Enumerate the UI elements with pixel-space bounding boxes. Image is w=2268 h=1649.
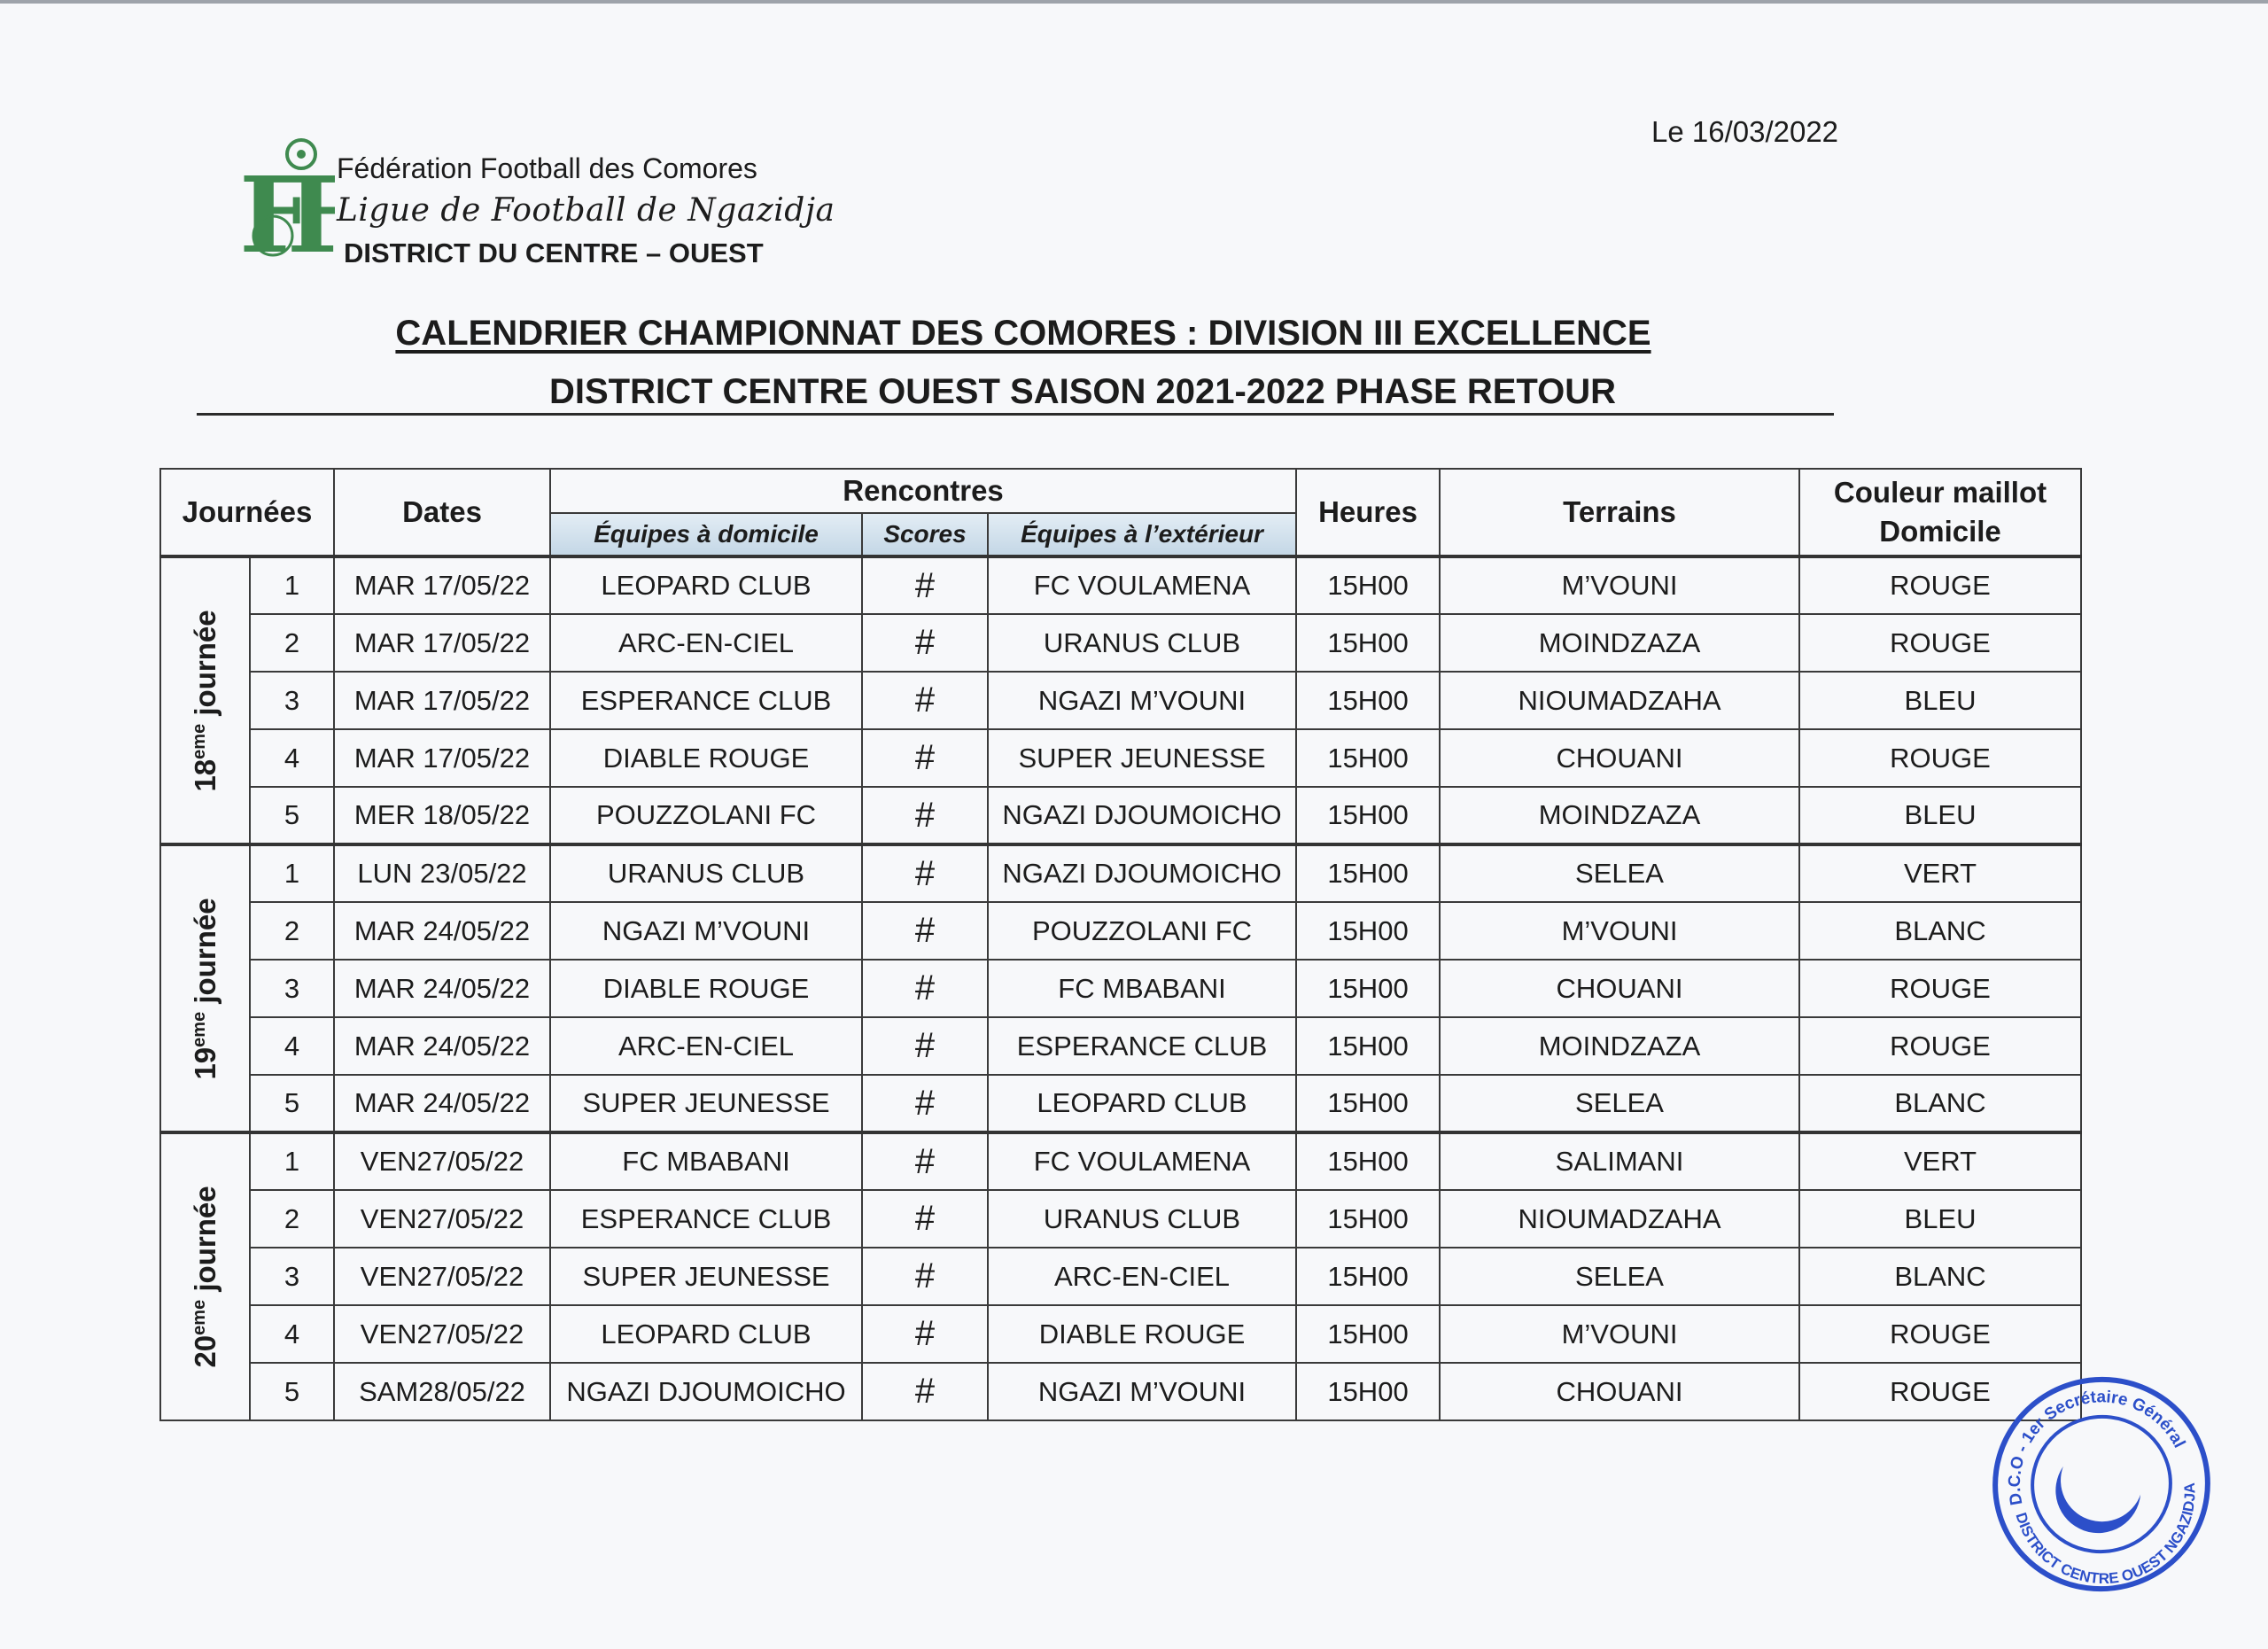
- header-home-teams: Équipes à domicile: [550, 513, 862, 556]
- score: #: [862, 1363, 988, 1420]
- match-date: MAR 17/05/22: [334, 729, 550, 787]
- kickoff-time: 15H00: [1296, 844, 1440, 902]
- home-kit-color: VERT: [1799, 844, 2081, 902]
- away-team: ARC-EN-CIEL: [988, 1248, 1296, 1305]
- score: #: [862, 672, 988, 729]
- matchday-suffix: eme: [189, 723, 209, 759]
- table-row: [160, 1190, 2081, 1248]
- away-team: POUZZOLANI FC: [988, 902, 1296, 960]
- match-number: 4: [250, 1305, 334, 1363]
- home-team: URANUS CLUB: [550, 844, 862, 902]
- venue: MOINDZAZA: [1440, 614, 1799, 672]
- score: #: [862, 960, 988, 1017]
- venue: SELEA: [1440, 1248, 1799, 1305]
- match-number: 3: [250, 1248, 334, 1305]
- match-date: VEN27/05/22: [334, 1190, 550, 1248]
- table-row: [160, 672, 2081, 729]
- match-number: 1: [250, 556, 334, 614]
- match-number: 1: [250, 1132, 334, 1190]
- away-team: FC VOULAMENA: [988, 1132, 1296, 1190]
- venue: MOINDZAZA: [1440, 787, 1799, 844]
- home-team: ESPERANCE CLUB: [550, 1190, 862, 1248]
- venue: CHOUANI: [1440, 729, 1799, 787]
- venue: M’VOUNI: [1440, 902, 1799, 960]
- match-date: MAR 24/05/22: [334, 960, 550, 1017]
- venue: SALIMANI: [1440, 1132, 1799, 1190]
- match-number: 3: [250, 960, 334, 1017]
- matchday-number: 19: [188, 1046, 221, 1080]
- score: #: [862, 1017, 988, 1075]
- score: #: [862, 556, 988, 614]
- away-team: URANUS CLUB: [988, 1190, 1296, 1248]
- match-date: MER 18/05/22: [334, 787, 550, 844]
- home-team: NGAZI M’VOUNI: [550, 902, 862, 960]
- venue: MOINDZAZA: [1440, 1017, 1799, 1075]
- ffc-logo: [237, 138, 335, 262]
- venue: CHOUANI: [1440, 1363, 1799, 1420]
- matchday-label-text: [189, 898, 222, 1079]
- table-row: [160, 1132, 2081, 1190]
- kickoff-time: 15H00: [1296, 729, 1440, 787]
- home-kit-color: BLEU: [1799, 672, 2081, 729]
- header-couleur-line2: Domicile: [1879, 515, 2001, 548]
- venue: CHOUANI: [1440, 960, 1799, 1017]
- away-team: LEOPARD CLUB: [988, 1075, 1296, 1132]
- match-date: MAR 24/05/22: [334, 902, 550, 960]
- matchday-label: [160, 556, 250, 844]
- home-team: LEOPARD CLUB: [550, 1305, 862, 1363]
- away-team: ESPERANCE CLUB: [988, 1017, 1296, 1075]
- table-row: [160, 1075, 2081, 1132]
- kickoff-time: 15H00: [1296, 1132, 1440, 1190]
- away-team: NGAZI M’VOUNI: [988, 1363, 1296, 1420]
- home-team: SUPER JEUNESSE: [550, 1248, 862, 1305]
- kickoff-time: 15H00: [1296, 556, 1440, 614]
- away-team: DIABLE ROUGE: [988, 1305, 1296, 1363]
- match-date: VEN27/05/22: [334, 1132, 550, 1190]
- home-team: SUPER JEUNESSE: [550, 1075, 862, 1132]
- header-dates: Dates: [334, 469, 550, 556]
- title-line-1-text: CALENDRIER CHAMPIONNAT DES COMORES : DIVISION III EXCELLENCE: [395, 314, 1651, 353]
- matchday-word: journée: [188, 897, 221, 1012]
- match-date: VEN27/05/22: [334, 1305, 550, 1363]
- venue: NIOUMADZAHA: [1440, 1190, 1799, 1248]
- home-team: DIABLE ROUGE: [550, 729, 862, 787]
- score: #: [862, 1075, 988, 1132]
- matchday-label-text: [189, 1186, 222, 1367]
- home-kit-color: VERT: [1799, 1132, 2081, 1190]
- venue: M’VOUNI: [1440, 556, 1799, 614]
- home-kit-color: ROUGE: [1799, 1305, 2081, 1363]
- match-number: 5: [250, 787, 334, 844]
- kickoff-time: 15H00: [1296, 902, 1440, 960]
- home-kit-color: BLEU: [1799, 1190, 2081, 1248]
- match-number: 1: [250, 844, 334, 902]
- table-row: [160, 614, 2081, 672]
- header-away-teams: Équipes à l’extérieur: [988, 513, 1296, 556]
- home-kit-color: ROUGE: [1799, 614, 2081, 672]
- title-underline-rule: [197, 413, 1834, 416]
- score: #: [862, 1132, 988, 1190]
- matchday-number: 18: [188, 758, 221, 792]
- away-team: NGAZI DJOUMOICHO: [988, 844, 1296, 902]
- kickoff-time: 15H00: [1296, 1190, 1440, 1248]
- home-team: DIABLE ROUGE: [550, 960, 862, 1017]
- venue: SELEA: [1440, 844, 1799, 902]
- match-date: VEN27/05/22: [334, 1248, 550, 1305]
- kickoff-time: 15H00: [1296, 1075, 1440, 1132]
- kickoff-time: 15H00: [1296, 787, 1440, 844]
- match-number: 4: [250, 1017, 334, 1075]
- header-heures: Heures: [1296, 469, 1440, 556]
- district-name: DISTRICT DU CENTRE – OUEST: [344, 237, 764, 268]
- score: #: [862, 844, 988, 902]
- home-kit-color: BLANC: [1799, 1075, 2081, 1132]
- schedule-table: [159, 468, 2082, 1421]
- document-date: Le 16/03/2022: [1651, 115, 1839, 148]
- league-name: Ligue de Football de Ngazidja: [337, 192, 835, 229]
- home-team: POUZZOLANI FC: [550, 787, 862, 844]
- kickoff-time: 15H00: [1296, 1248, 1440, 1305]
- match-number: 2: [250, 1190, 334, 1248]
- home-team: ARC-EN-CIEL: [550, 614, 862, 672]
- stamp-text-top: D.C.O - 1er Secrétaire Général: [2005, 1388, 2189, 1507]
- scan-edge: [0, 0, 2268, 4]
- table-row: [160, 1363, 2081, 1420]
- away-team: SUPER JEUNESSE: [988, 729, 1296, 787]
- match-number: 4: [250, 729, 334, 787]
- table-row: [160, 729, 2081, 787]
- schedule-body: [160, 556, 2081, 1420]
- header-journees: Journées: [160, 469, 334, 556]
- home-kit-color: ROUGE: [1799, 1363, 2081, 1420]
- match-number: 5: [250, 1075, 334, 1132]
- match-number: 2: [250, 614, 334, 672]
- match-date: MAR 17/05/22: [334, 672, 550, 729]
- score: #: [862, 902, 988, 960]
- home-kit-color: ROUGE: [1799, 1017, 2081, 1075]
- table-row: [160, 1305, 2081, 1363]
- table-row: [160, 1248, 2081, 1305]
- match-date: SAM28/05/22: [334, 1363, 550, 1420]
- matchday-label: [160, 844, 250, 1132]
- kickoff-time: 15H00: [1296, 960, 1440, 1017]
- table-row: [160, 1017, 2081, 1075]
- stamp-text-bottom: DISTRICT CENTRE OUEST NGAZIDJA: [2012, 1482, 2199, 1588]
- match-number: 5: [250, 1363, 334, 1420]
- table-row: [160, 960, 2081, 1017]
- away-team: URANUS CLUB: [988, 614, 1296, 672]
- organization-block: [337, 152, 835, 269]
- home-team: LEOPARD CLUB: [550, 556, 862, 614]
- matchday-word: journée: [188, 609, 221, 724]
- kickoff-time: 15H00: [1296, 1305, 1440, 1363]
- matchday-label-text: [189, 610, 222, 791]
- title-line-1: [0, 314, 2268, 354]
- header-couleur-maillot: [1799, 469, 2081, 556]
- home-kit-color: BLANC: [1799, 902, 2081, 960]
- matchday-word: journée: [188, 1186, 221, 1300]
- score: #: [862, 1305, 988, 1363]
- kickoff-time: 15H00: [1296, 614, 1440, 672]
- home-team: ESPERANCE CLUB: [550, 672, 862, 729]
- score: #: [862, 787, 988, 844]
- header-scores: Scores: [862, 513, 988, 556]
- venue: M’VOUNI: [1440, 1305, 1799, 1363]
- schedule-header: [160, 469, 2081, 556]
- matchday-label: [160, 1132, 250, 1420]
- table-row: [160, 556, 2081, 614]
- score: #: [862, 1190, 988, 1248]
- table-row: [160, 844, 2081, 902]
- table-row: [160, 902, 2081, 960]
- home-kit-color: ROUGE: [1799, 556, 2081, 614]
- match-date: MAR 24/05/22: [334, 1075, 550, 1132]
- kickoff-time: 15H00: [1296, 672, 1440, 729]
- away-team: FC MBABANI: [988, 960, 1296, 1017]
- away-team: NGAZI M’VOUNI: [988, 672, 1296, 729]
- home-kit-color: BLANC: [1799, 1248, 2081, 1305]
- venue: SELEA: [1440, 1075, 1799, 1132]
- header-terrains: Terrains: [1440, 469, 1799, 556]
- home-kit-color: ROUGE: [1799, 729, 2081, 787]
- table-row: [160, 787, 2081, 844]
- header-couleur-line1: Couleur maillot: [1833, 476, 2047, 509]
- match-date: LUN 23/05/22: [334, 844, 550, 902]
- venue: NIOUMADZAHA: [1440, 672, 1799, 729]
- away-team: FC VOULAMENA: [988, 556, 1296, 614]
- matchday-number: 20: [188, 1334, 221, 1368]
- away-team: NGAZI DJOUMOICHO: [988, 787, 1296, 844]
- match-date: MAR 24/05/22: [334, 1017, 550, 1075]
- match-date: MAR 17/05/22: [334, 556, 550, 614]
- title-line-2: DISTRICT CENTRE OUEST SAISON 2021-2022 PHASE RETOUR: [549, 372, 1616, 411]
- home-team: NGAZI DJOUMOICHO: [550, 1363, 862, 1420]
- matchday-suffix: eme: [189, 1011, 209, 1047]
- home-kit-color: BLEU: [1799, 787, 2081, 844]
- match-number: 3: [250, 672, 334, 729]
- kickoff-time: 15H00: [1296, 1363, 1440, 1420]
- home-team: FC MBABANI: [550, 1132, 862, 1190]
- match-number: 2: [250, 902, 334, 960]
- federation-name: Fédération Football des Comores: [337, 152, 757, 184]
- kickoff-time: 15H00: [1296, 1017, 1440, 1075]
- matchday-suffix: eme: [189, 1299, 209, 1335]
- logo-letters: FF: [239, 153, 335, 262]
- score: #: [862, 1248, 988, 1305]
- home-kit-color: ROUGE: [1799, 960, 2081, 1017]
- district-stamp: [1984, 1360, 2219, 1608]
- score: #: [862, 614, 988, 672]
- match-date: MAR 17/05/22: [334, 614, 550, 672]
- score: #: [862, 729, 988, 787]
- header-rencontres: Rencontres: [550, 469, 1296, 513]
- home-team: ARC-EN-CIEL: [550, 1017, 862, 1075]
